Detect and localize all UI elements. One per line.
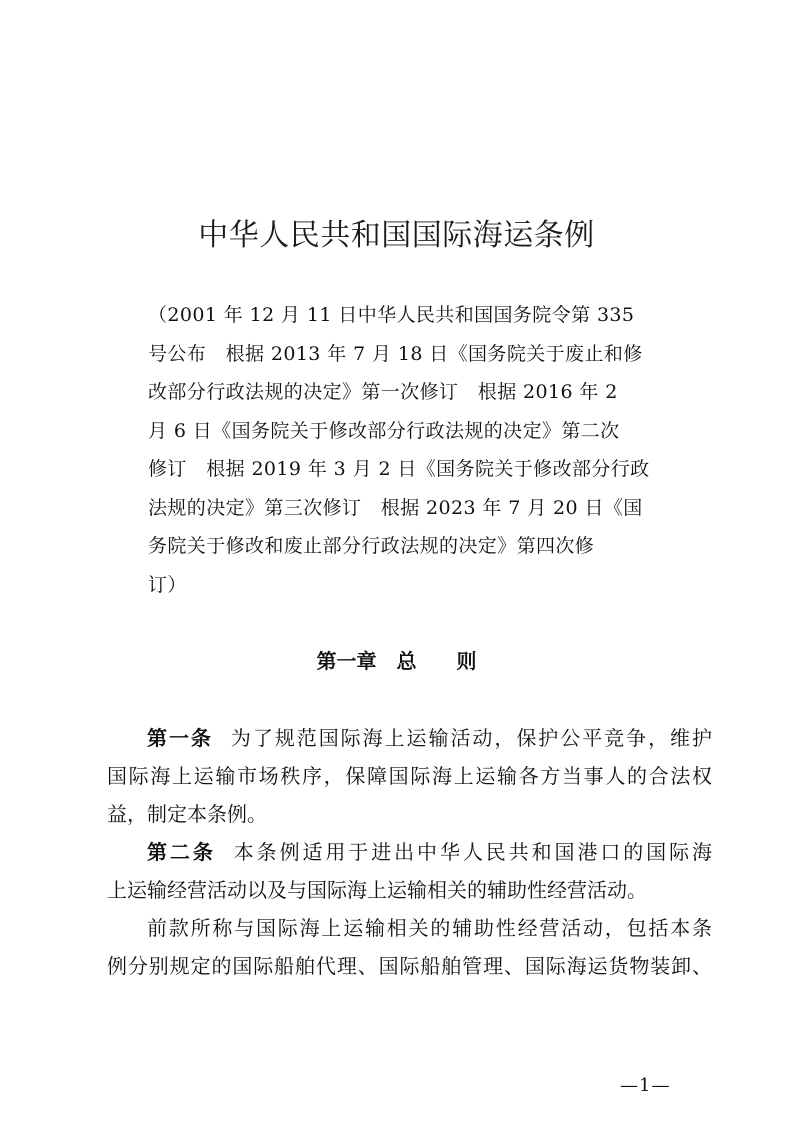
document-title: 中华人民共和国国际海运条例 bbox=[198, 218, 595, 253]
article-label: 第二条 bbox=[147, 840, 216, 864]
preamble-line: 改部分行政法规的决定》第一次修订 根据 2016 年 2 bbox=[148, 381, 618, 403]
page-number: —1— bbox=[620, 1075, 671, 1096]
preamble-line: （2001 年 12 月 11 日中华人民共和国国务院令第 335 bbox=[148, 304, 635, 326]
article-label: 第一条 bbox=[147, 726, 213, 750]
article-line: 上运输经营活动以及与国际海上运输相关的辅助性经营活动。 bbox=[107, 878, 647, 902]
preamble bbox=[148, 296, 658, 604]
preamble-line: 法规的决定》第三次修订 根据 2023 年 7 月 20 日《国 bbox=[148, 496, 643, 519]
preamble-line: 号公布 根据 2013 年 7 月 18 日《国务院关于废止和修 bbox=[148, 342, 643, 365]
chapter-heading: 第一章 总 则 bbox=[316, 649, 477, 673]
article-line: 国际海上运输市场秩序，保障国际海上运输各方当事人的合法权 bbox=[107, 764, 712, 788]
article-text: 为了规范国际海上运输活动，保护公平竞争，维护 bbox=[230, 726, 712, 750]
paragraph-line: 例分别规定的国际船舶代理、国际船舶管理、国际海运货物装卸、 bbox=[107, 954, 712, 978]
article-first-line bbox=[107, 719, 712, 757]
preamble-line: 修订 根据 2019 年 3 月 2 日《国务院关于修改部分行政 bbox=[148, 458, 650, 480]
preamble-line: 订） bbox=[148, 573, 187, 596]
article-first-line bbox=[107, 833, 712, 871]
preamble-line: 月 6 日《国务院关于修改部分行政法规的决定》第二次 bbox=[148, 419, 620, 442]
preamble-line: 务院关于修改和废止部分行政法规的决定》第四次修 bbox=[148, 535, 595, 557]
article-line: 益，制定本条例。 bbox=[107, 802, 267, 826]
paragraph-first-line: 前款所称与国际海上运输相关的辅助性经营活动，包括本条 bbox=[147, 916, 712, 940]
body-text bbox=[107, 719, 712, 985]
article-text: 本条例适用于进出中华人民共和国港口的国际海 bbox=[233, 840, 713, 864]
